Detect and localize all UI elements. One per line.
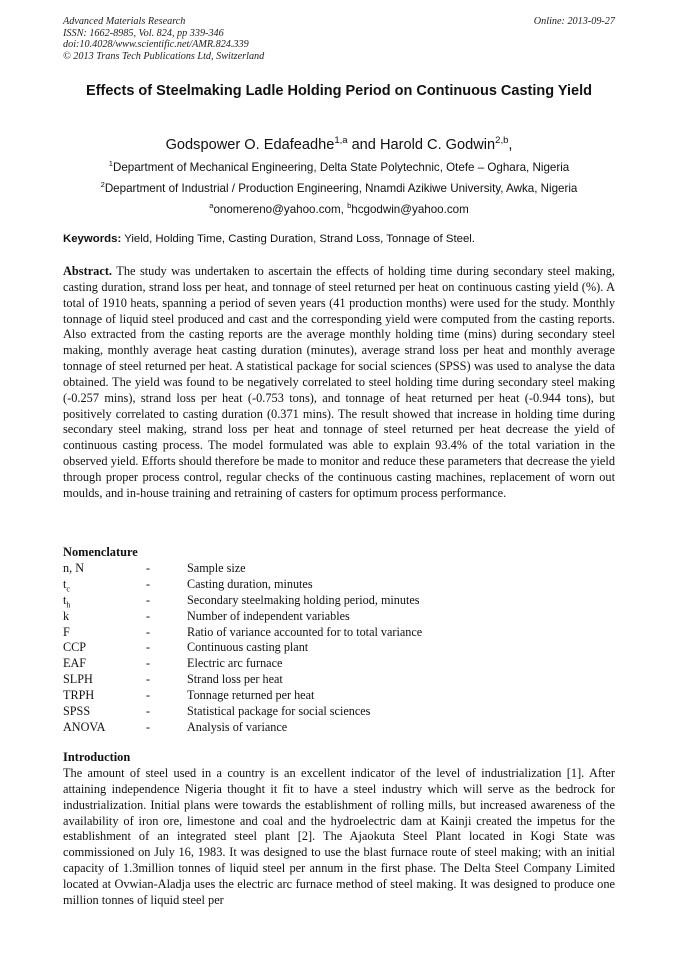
keywords-text: Yield, Holding Time, Casting Duration, Strand Loss, Tonnage of Steel. (121, 233, 475, 245)
nomenclature-description: Number of independent variables (187, 608, 350, 623)
nomenclature-dash: - (146, 592, 151, 607)
nomenclature-row (63, 688, 623, 704)
doi-line[interactable]: doi:10.4028/www.scientific.net/AMR.824.339 (63, 39, 249, 50)
symbol-text: ANOVA (63, 719, 106, 734)
nomenclature-list (63, 561, 623, 736)
nomenclature-description: Casting duration, minutes (187, 576, 313, 591)
nomenclature-dash: - (146, 656, 151, 671)
symbol-text: t (63, 576, 67, 591)
paper-title: Effects of Steelmaking Ladle Holding Period on Continuous Casting Yield (86, 83, 592, 99)
nomenclature-dash: - (146, 640, 151, 655)
email-link[interactable]: hcgodwin@yahoo.com (351, 203, 469, 216)
symbol-subscript: h (66, 600, 71, 610)
affiliation-2 (63, 181, 615, 197)
abstract-label: Abstract. (63, 264, 113, 278)
author-line (63, 135, 615, 155)
nomenclature-row (63, 593, 623, 609)
nomenclature-description: Continuous casting plant (187, 640, 309, 655)
nomenclature-symbol (63, 609, 69, 625)
nomenclature-symbol (63, 561, 84, 577)
nomenclature-dash: - (146, 561, 151, 575)
nomenclature-dash: - (146, 688, 151, 703)
author-name: Harold C. Godwin (379, 137, 496, 153)
abstract-paragraph (63, 264, 615, 502)
nomenclature-description: Statistical package for social sciences (187, 704, 371, 719)
nomenclature-dash: - (146, 608, 151, 623)
author-superscript: 2,b (495, 135, 509, 147)
affiliation-text: Department of Industrial / Production Engineering, Nnamdi Azikiwe University, Awka, Nigeria (104, 182, 578, 195)
nomenclature-symbol (63, 688, 94, 704)
symbol-text: n, N (63, 561, 84, 575)
symbol-subscript: c (66, 584, 70, 594)
nomenclature-symbol (63, 577, 70, 593)
email-superscript: a (209, 201, 214, 211)
copyright-line: © 2013 Trans Tech Publications Ltd, Switzerland (63, 50, 265, 62)
symbol-text: CCP (63, 640, 87, 655)
nomenclature-dash: - (146, 672, 151, 687)
email-superscript: b (347, 201, 352, 211)
online-date: Online: 2013-09-27 (533, 16, 615, 27)
nomenclature-symbol (63, 640, 86, 656)
abstract-text: The study was undertaken to ascertain the effects of holding time during secondary steel making, casting duration, strand loss per heat, and tonnage of steel returned per heat on continuous casting yield (%). A total of 1910 heats, spanning a period of seven years (41 production months) were used for the study. Monthly tonnage of liquid steel produced and cast and the corresponding yield were computed from the casting reports. Also extracted from the casting reports are the average monthly holding time (mins) during secondary steel making, monthly average heat casting duration (minutes), average strand loss per heat and monthly average tonnage of steel returned per heat. A statistical package for social sciences (SPSS) was used to analyse the data obtained. The yield was found to be negatively correlated to steel holding time during secondary steel making (-0.257 mins), strand loss per heat (-0.753 tons), and tonnage of heat returned per heat (-0.944 tons), but positively correlated to casting duration (0.371 mins). The result showed that increase in holding time during secondary steel making, strand loss per heat and tonnage of steel returned per heat decrease the yield of continuous casting process. The model formulated was able to explain 93.4% of the total variation in the observed yield. Efforts should therefore be made to monitor and reduce these parameters that decrease the yield through proper process control, regular checks of the continuous casting machines, replacement of worn out moulds, and in-house training and retraining of casters for optimum process performance. (63, 264, 615, 500)
nomenclature-heading: Nomenclature (63, 545, 138, 559)
nomenclature-row (63, 577, 623, 593)
affiliation-superscript: 1 (108, 159, 113, 169)
nomenclature-row (63, 561, 623, 577)
nomenclature-description: Electric arc furnace (187, 656, 283, 671)
author-trailing: , (508, 137, 513, 153)
nomenclature-row (63, 704, 623, 720)
keywords-line (63, 233, 623, 245)
nomenclature-row (63, 640, 623, 656)
nomenclature-description: Analysis of variance (187, 719, 288, 734)
symbol-text: TRPH (63, 688, 95, 703)
nomenclature-row (63, 656, 623, 672)
nomenclature-dash: - (146, 704, 151, 719)
nomenclature-symbol (63, 720, 105, 736)
symbol-text: SLPH (63, 672, 93, 687)
nomenclature-symbol (63, 672, 93, 688)
nomenclature-row (63, 720, 623, 736)
email-separator: , (340, 203, 348, 216)
nomenclature-symbol (63, 656, 86, 672)
symbol-text: SPSS (63, 704, 91, 719)
journal-header (63, 16, 393, 62)
nomenclature-dash: - (146, 719, 151, 734)
nomenclature-row (63, 625, 623, 641)
author-connector: and (347, 137, 380, 153)
nomenclature-row (63, 672, 623, 688)
symbol-text: EAF (63, 656, 87, 671)
author-superscript: 1,a (334, 135, 348, 147)
issn-line: ISSN: 1662-8985, Vol. 824, pp 339-346 (63, 27, 224, 39)
nomenclature-description: Tonnage returned per heat (187, 688, 315, 703)
nomenclature-row (63, 609, 623, 625)
symbol-text: k (63, 608, 70, 623)
introduction-heading: Introduction (63, 750, 131, 764)
author-name: Godspower O. Edafeadhe (165, 137, 335, 153)
symbol-text: F (63, 624, 70, 639)
affiliation-text: Department of Mechanical Engineering, Delta State Polytechnic, Otefe – Oghara, Nigeria (112, 161, 570, 174)
keywords-label: Keywords: (63, 233, 122, 245)
journal-name: Advanced Materials Research (63, 16, 186, 27)
introduction-paragraph: The amount of steel used in a country is an excellent indicator of the level of industrialization [1]. After attaining independence Nigeria thought it fit to have a steel industry which will serve as the bedrock for industrialization. Initial plans were towards the establishment of rolling mills, but increased awareness of the availability of iron ore, limestone and coal and the hydroelectric dam at Kainji created the impetus for the establishment of an integrated steel plant [2]. The Ajaokuta Steel Plant located in Kogi State was commissioned on July 16, 1983. It was designed to use the blast furnace route of steel making; with an initial capacity of 1.3million tonnes of liquid steel per annum in the first phase. The Delta Steel Company Limited located at Ovwian-Aladja uses the electric arc furnace method of steel making. It was designed to produce one million tonnes of liquid steel per (63, 766, 615, 907)
symbol-text: t (63, 592, 67, 607)
nomenclature-symbol (63, 704, 90, 720)
nomenclature-dash: - (146, 624, 151, 639)
nomenclature-description: Ratio of variance accounted for to total variance (187, 624, 423, 639)
email-link[interactable]: onomereno@yahoo.com (213, 203, 341, 216)
affiliation-superscript: 2 (100, 180, 105, 190)
nomenclature-symbol (63, 593, 70, 609)
nomenclature-dash: - (146, 576, 151, 591)
affiliation-1 (63, 160, 615, 176)
nomenclature-description: Sample size (187, 561, 246, 575)
nomenclature-description: Strand loss per heat (187, 672, 283, 687)
nomenclature-symbol (63, 625, 70, 641)
email-line (63, 202, 615, 218)
nomenclature-description: Secondary steelmaking holding period, minutes (187, 592, 420, 607)
